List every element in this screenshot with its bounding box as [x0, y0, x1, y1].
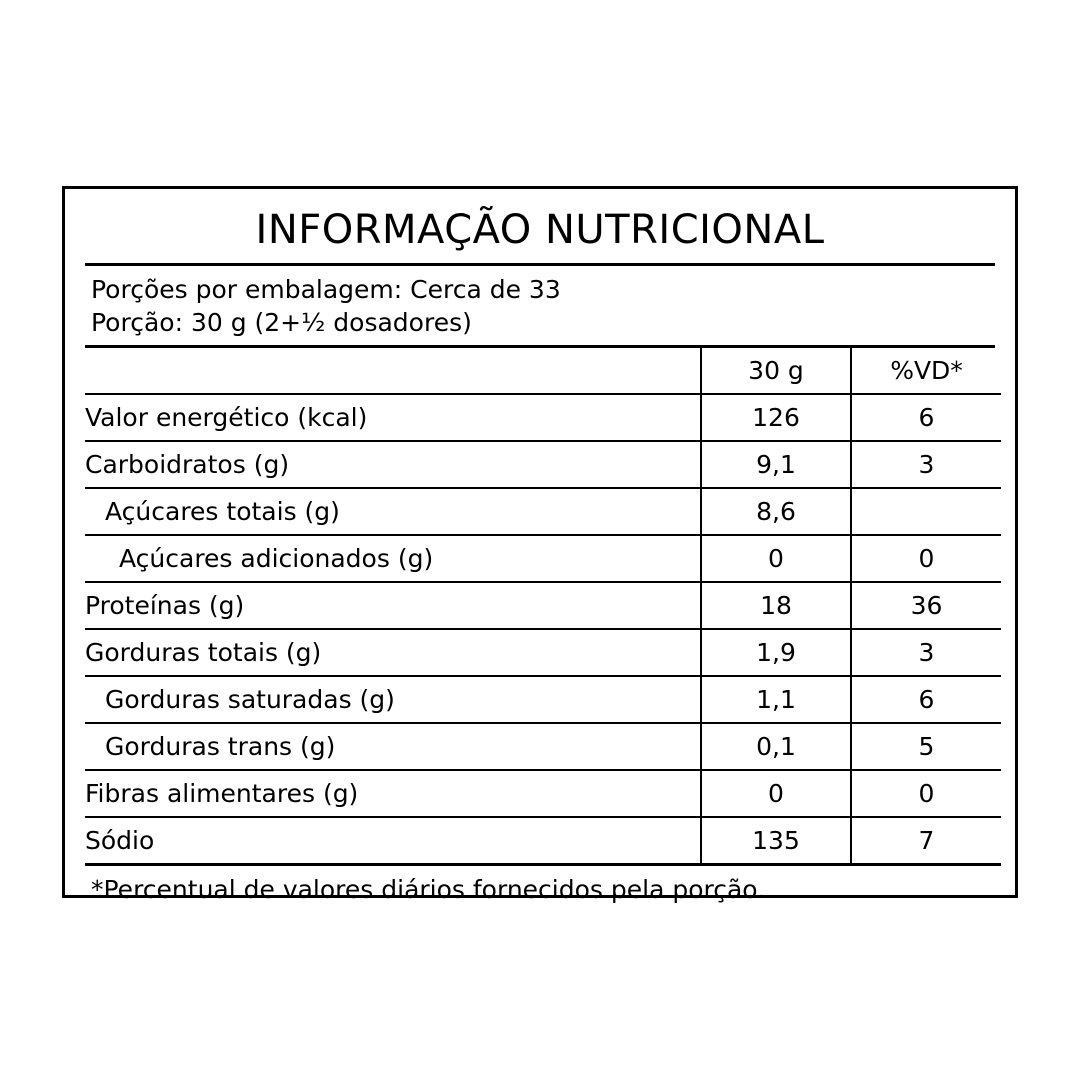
nutrition-facts-content	[85, 199, 995, 907]
nutrient-name: Açúcares totais (g)	[85, 488, 701, 535]
nutrient-name: Carboidratos (g)	[85, 441, 701, 488]
nutrient-amount: 0,1	[701, 723, 851, 770]
nutrient-daily-value: 36	[851, 582, 1001, 629]
nutrient-amount: 135	[701, 817, 851, 865]
nutrient-amount: 1,9	[701, 629, 851, 676]
table-row	[85, 441, 1001, 488]
nutrient-daily-value	[851, 488, 1001, 535]
nutrient-daily-value: 0	[851, 535, 1001, 582]
daily-value-footnote: *Percentual de valores diários fornecidos pela porção.	[91, 875, 766, 904]
nutrient-amount: 1,1	[701, 676, 851, 723]
nutrient-daily-value: 6	[851, 394, 1001, 441]
servings-per-package: Porções por embalagem: Cerca de 33	[91, 275, 561, 304]
nutrient-amount: 0	[701, 770, 851, 817]
nutrient-daily-value: 0	[851, 770, 1001, 817]
table-row	[85, 723, 1001, 770]
table-row	[85, 629, 1001, 676]
table-row	[85, 582, 1001, 629]
nutrient-amount: 0	[701, 535, 851, 582]
nutrient-daily-value: 7	[851, 817, 1001, 865]
nutrient-name: Açúcares adicionados (g)	[85, 535, 701, 582]
nutrient-name: Gorduras trans (g)	[85, 723, 701, 770]
nutrient-amount: 18	[701, 582, 851, 629]
nutrition-table	[85, 348, 1001, 866]
nutrient-name: Valor energético (kcal)	[85, 394, 701, 441]
table-row	[85, 488, 1001, 535]
nutrient-daily-value: 3	[851, 441, 1001, 488]
nutrient-daily-value: 3	[851, 629, 1001, 676]
nutrient-amount: 8,6	[701, 488, 851, 535]
nutrient-name: Proteínas (g)	[85, 582, 701, 629]
table-row	[85, 770, 1001, 817]
nutrient-name: Fibras alimentares (g)	[85, 770, 701, 817]
column-header-nutrient	[85, 348, 701, 394]
serving-size: Porção: 30 g (2+½ dosadores)	[91, 308, 472, 337]
column-header-daily-value: %VD*	[851, 348, 1001, 394]
serving-info	[85, 266, 995, 345]
nutrient-name: Sódio	[85, 817, 701, 865]
nutrient-daily-value: 6	[851, 676, 1001, 723]
nutrient-name: Gorduras totais (g)	[85, 629, 701, 676]
nutrient-amount: 9,1	[701, 441, 851, 488]
table-row	[85, 676, 1001, 723]
nutrition-facts-panel	[62, 186, 1018, 904]
nutrient-daily-value: 5	[851, 723, 1001, 770]
table-row	[85, 817, 1001, 865]
table-row	[85, 535, 1001, 582]
nutrient-name: Gorduras saturadas (g)	[85, 676, 701, 723]
table-row	[85, 394, 1001, 441]
nutrient-amount: 126	[701, 394, 851, 441]
table-header-row	[85, 348, 1001, 394]
column-header-amount: 30 g	[701, 348, 851, 394]
page-title: INFORMAÇÃO NUTRICIONAL	[255, 207, 825, 253]
